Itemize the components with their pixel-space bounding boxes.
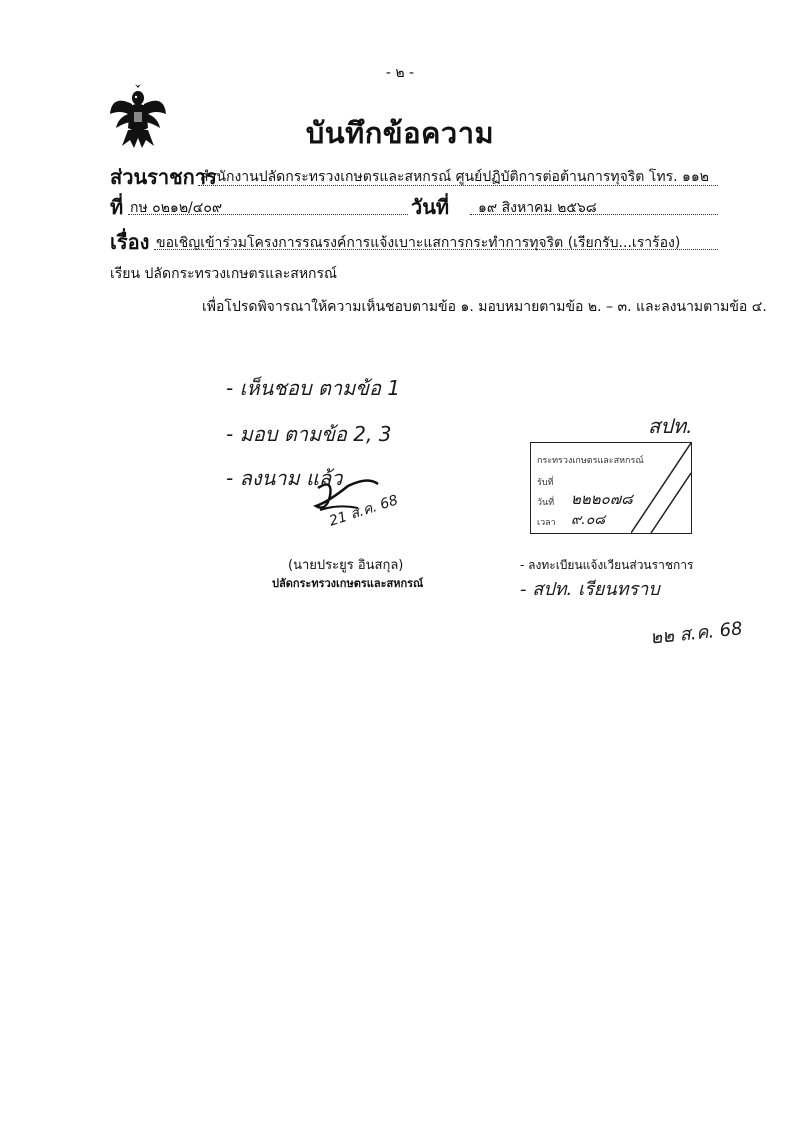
stamp-note: - ลงทะเบียนแจ้งเวียนส่วนราชการ [520, 558, 694, 572]
handwritten-sign-date: 21 ส.ค. 68 [327, 492, 401, 530]
stamp-agency: กระทรวงเกษตรและสหกรณ์ [537, 456, 644, 466]
signer-position: ปลัดกระทรวงเกษตรและสหกรณ์ [272, 577, 424, 590]
handwritten-office: สปท. [648, 414, 693, 438]
handwritten-forward: - สปท. เรียนทราบ [520, 579, 660, 600]
handwritten-forward-date: ๒๒ ส.ค. 68 [649, 618, 744, 649]
signer-name: (นายประยูร อินสกุล) [288, 558, 404, 573]
handwritten-approve: - เห็นชอบ ตามข้อ 1 [226, 376, 401, 400]
agency-value: สำนักงานปลัดกระทรวงเกษตรและสหกรณ์ ศูนย์ปฏิบัติการต่อต้านการทุจริต โทร. ๑๑๒ [200, 169, 709, 185]
ref-value: กษ ๐๒๑๒/๔๐๙ [130, 200, 223, 216]
subject-value: ขอเชิญเข้าร่วมโครงการรณรงค์การแจ้งเบาะแสการกระทำการทุจริต (เรียกรับ...เราร้อง) [156, 235, 681, 251]
handwritten-signed: - ลงนาม แล้ว [226, 466, 343, 490]
agency-label: ส่วนราชการ [110, 165, 217, 189]
stamp-time-label: เวลา [537, 518, 556, 528]
agency-dotline [198, 185, 718, 186]
page-number: - ๒ - [385, 65, 415, 81]
subject-dotline [154, 249, 718, 250]
ref-label: ที่ [110, 195, 124, 219]
body-paragraph: เพื่อโปรดพิจารณาให้ความเห็นชอบตามข้อ ๑. มอบหมายตามข้อ ๒. – ๓. และลงนามตามข้อ ๔. [202, 299, 767, 315]
date-value: ๑๙ สิงหาคม ๒๕๖๘ [478, 200, 597, 216]
stamp-date-label: วันที่ [537, 498, 555, 508]
handwritten-assign: - มอบ ตามข้อ 2, 3 [226, 422, 392, 446]
ref-dotline [128, 214, 408, 215]
date-dotline [470, 214, 718, 215]
stamp-diagonal-lines-icon [631, 443, 691, 533]
stamp-number: ๒๒๒๐๗๘ [571, 490, 633, 508]
stamp-time: ๙.๐๘ [571, 512, 606, 528]
stamp-received-label: รับที่ [537, 478, 554, 488]
subject-label: เรื่อง [110, 230, 150, 254]
salutation: เรียน ปลัดกระทรวงเกษตรและสหกรณ์ [110, 266, 338, 282]
document-title: บันทึกข้อความ [305, 116, 495, 150]
date-label: วันที่ [411, 195, 450, 219]
receipt-stamp [530, 442, 692, 534]
